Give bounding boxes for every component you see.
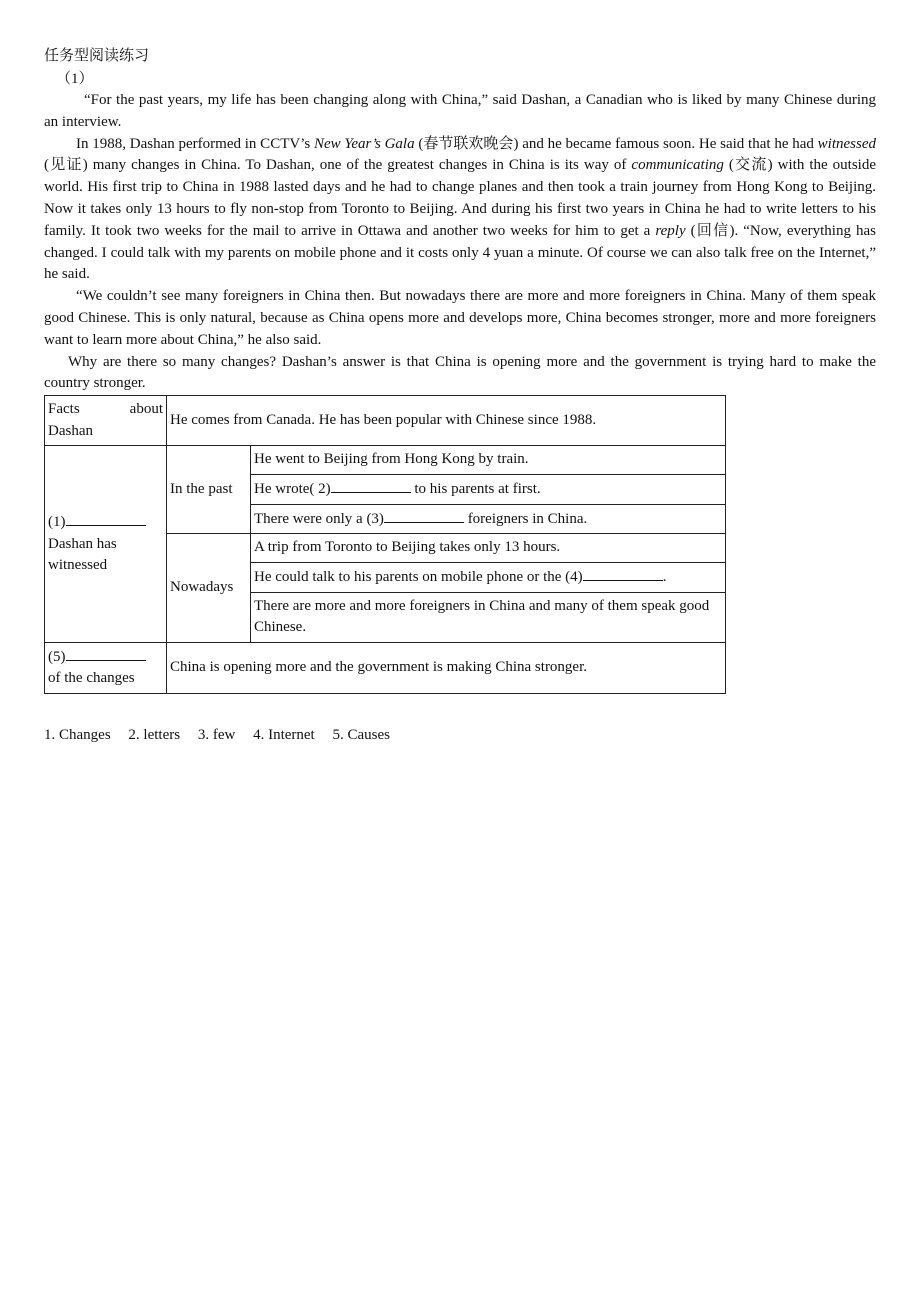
nowadays-label: Nowadays [167, 534, 251, 643]
past-row-3: There were only a (3) foreigners in China. [251, 504, 726, 534]
blank-3[interactable] [384, 508, 464, 523]
question-1-cell: (1) Dashan has witnessed [45, 446, 167, 643]
question-5-cell: (5) of the changes [45, 642, 167, 693]
passage-paragraph-2: In 1988, Dashan performed in CCTV’s New Year’s Gala (春节联欢晚会) and he became famous soon. He said that he had witnessed (见证) many changes in China. To Dashan, one of the greatest changes in China is its way of communicating (交流) with the outside world. His first trip to China in 1988 lasted days and he had to change planes and then took a train journey from Hong Kong to Beijing. Now it takes only 13 hours to fly non-stop from Toronto to Beijing. And during his first two years in China he had to write letters to his family. It took two weeks for the mail to arrive in Ottawa and another two weeks for him to get a reply (回信). “Now, everything has changed. I could talk with my parents on mobile phone and it costs only 4 yuan a minute. Of course we can also talk free on the Internet,” he said. [44, 135, 877, 283]
blank-4[interactable] [583, 566, 663, 581]
passage-paragraph-3: “We couldn’t see many foreigners in China then. But nowadays there are more and more foreigners in China. Many of them speak good Chinese. This is only natural, because as China opens more and develops more, China becomes stronger, more and more foreigners want to learn more about China,” he also said. [44, 288, 876, 348]
blank-1[interactable] [66, 511, 146, 526]
now-row-2: He could talk to his parents on mobile phone or the (4) . [251, 563, 726, 593]
past-row-2: He wrote( 2) to his parents at first. [251, 475, 726, 505]
blank-2[interactable] [331, 478, 411, 493]
exercise-number: （1） [56, 71, 94, 87]
answer-4: 4. Internet [253, 726, 315, 743]
answer-1: 1. Changes [44, 726, 111, 743]
causes-cell: China is opening more and the government is making China stronger. [167, 642, 726, 693]
answer-3: 3. few [197, 726, 236, 743]
page-title: 任务型阅读练习 [44, 48, 150, 64]
answer-key [44, 724, 876, 746]
blank-5[interactable] [66, 646, 146, 661]
document-page [44, 44, 876, 746]
answer-2: 2. letters [128, 726, 181, 743]
passage-paragraph-1: “For the past years, my life has been changing along with China,” said Dashan, a Canadian who is liked by many Chinese during an interview. [44, 92, 876, 130]
past-row-1: He went to Beijing from Hong Kong by train. [251, 446, 726, 475]
facts-label-cell: Facts about Dashan [45, 396, 167, 446]
now-row-1: A trip from Toronto to Beijing takes only 13 hours. [251, 534, 726, 563]
facts-cell: He comes from Canada. He has been popular with Chinese since 1988. [167, 396, 726, 446]
task-table [44, 395, 726, 694]
now-row-3: There are more and more foreigners in China and many of them speak good Chinese. [251, 592, 726, 642]
in-the-past-label: In the past [167, 446, 251, 534]
answer-5: 5. Causes [332, 726, 390, 743]
passage-paragraph-4: Why are there so many changes? Dashan’s answer is that China is opening more and the government is trying hard to make the country stronger. [44, 353, 876, 392]
